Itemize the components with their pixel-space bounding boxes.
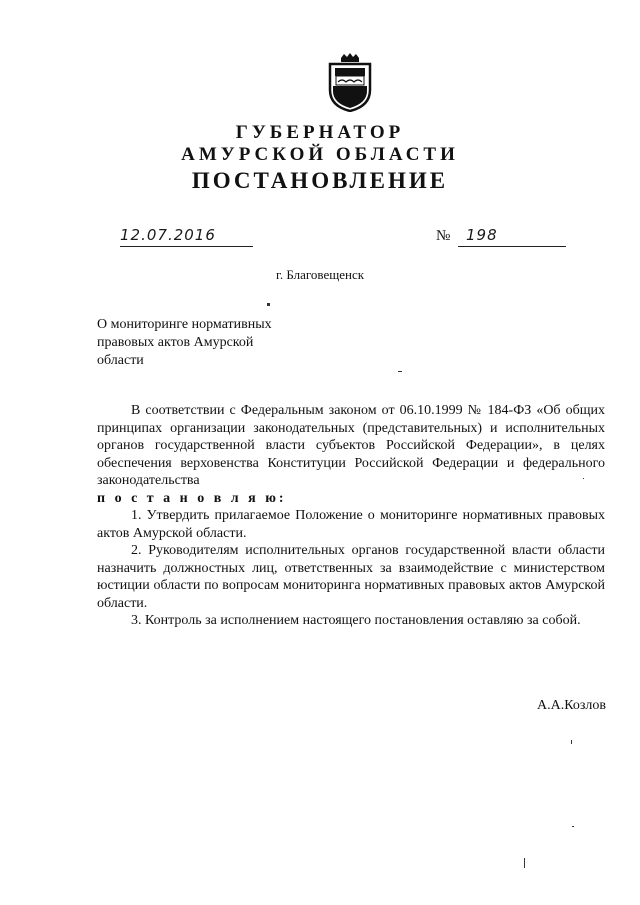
speck <box>571 740 572 744</box>
item-3: 3. Контроль за исполнением настоящего постановления оставляю за собой. <box>131 613 581 628</box>
preamble-paragraph: В соответствии с Федеральным законом от 06.10.1999 № 184-ФЗ «Об общих принципах организации законодательных (представительных) и исполнительных органов государственной власти субъектов Российской Федерации», в целях обеспечения верховенства Конституции Российской Федерации и федерального законодательства <box>97 403 605 488</box>
date-underline <box>120 246 253 247</box>
handwritten-number: 198 <box>466 226 498 244</box>
number-field <box>458 226 566 245</box>
speck <box>572 826 574 827</box>
decree-word: п о с т а н о в л я ю: <box>97 490 287 506</box>
item-2: 2. Руководителям исполнительных органов государственной власти области назначить должностных лиц, ответственных за взаимодействие с министерством юстиции области по вопросам мониторинга нормативных правовых актов Амурской области. <box>97 543 605 611</box>
coat-of-arms-icon <box>326 52 374 112</box>
issuer-title: ГУБЕРНАТОР <box>235 122 405 143</box>
speck <box>583 478 584 479</box>
document-subject: О мониторинге нормативных правовых актов Амурской области <box>97 317 272 368</box>
city-line: г. Благовещенск <box>275 267 365 282</box>
number-underline <box>458 246 566 247</box>
document-type: ПОСТАНОВЛЕНИЕ <box>191 168 449 193</box>
speck <box>267 303 270 306</box>
date-field <box>120 226 253 245</box>
issuer-region: АМУРСКОЙ ОБЛАСТИ <box>181 144 459 165</box>
number-sign: № <box>436 228 451 244</box>
item-1: 1. Утвердить прилагаемое Положение о мониторинге нормативных правовых актов Амурской области. <box>97 508 605 541</box>
signature-name: А.А.Козлов <box>537 698 606 713</box>
speck <box>524 858 525 868</box>
speck <box>398 371 402 372</box>
document-body <box>97 402 605 630</box>
handwritten-date: 12.07.2016 <box>120 226 216 244</box>
